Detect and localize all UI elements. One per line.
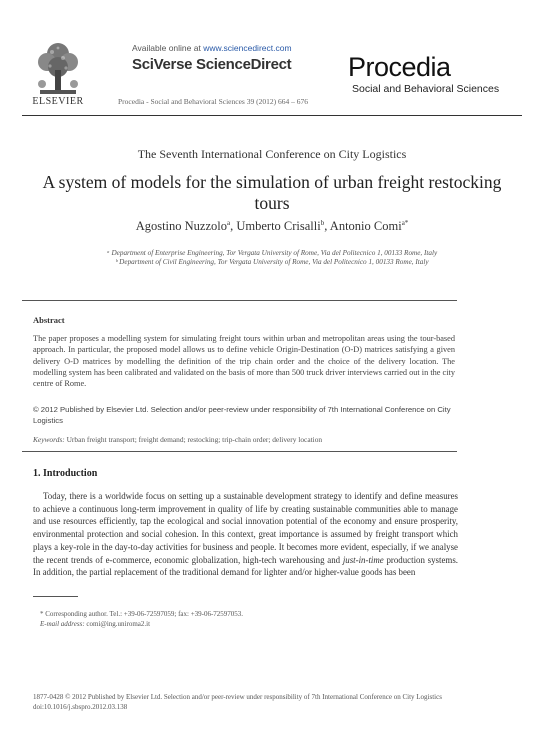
available-online-line	[132, 43, 292, 53]
keywords-list: Urban freight transport; freight demand; restocking; trip-chain order; delivery location	[64, 435, 323, 444]
sciencedirect-link[interactable]: www.sciencedirect.com	[203, 43, 292, 53]
abstract-top-divider	[22, 300, 457, 301]
author-name: Agostino Nuzzolo	[135, 219, 227, 234]
procedia-logo: Procedia	[348, 52, 451, 82]
paper-title: A system of models for the simulation of urban freight restocking tours	[42, 172, 502, 213]
abstract-text: The paper proposes a modelling system for simulating freight tours within urban and metropolitan areas using the tour-based approach. In particular, the proposed model allows us to define vehicle Origin-Destination (O-D) matrices satisfying a given delivery O-D matrices by modelling the definition of the trip chain order and the choice of the delivery location. The modelling system has been calibrated and validated on the basis of more than 500 truck driver interviews carried out in the city centre of Rome.	[33, 334, 455, 389]
sciverse-sciencedirect-logo: SciVerse ScienceDirect	[132, 56, 292, 73]
author-affiliation-mark: b	[320, 219, 325, 227]
journal-citation: Procedia - Social and Behavioral Sciences 39 (2012) 664 – 676	[118, 97, 308, 106]
doi-line[interactable]: doi:10.1016/j.sbspro.2012.03.138	[33, 703, 128, 711]
intro-text-part: Today, there is a worldwide focus on setting up a sustainable development strategy to identify and define measures to achieve a continuous long-term improvement in quality of life by creating sustainable communities able to manage and use resources efficiently, tap the ecological and social innovation potential of the economy and ensure prosperity, environmental protection and social cohesion. In this context, great importance is assumed by freight transport which plays a key-role in the day-to-day activities for business and people. It becomes more evident, especially, if we analyse the recent trends of e-commerce, economic globalization, high-tech warehousing and	[33, 491, 458, 565]
conference-name: The Seventh International Conference on City Logistics	[137, 147, 407, 161]
author-list: Agostino Nuzzolo$^a$, Umberto Crisalli$^b$, Antonio Comi$^{a*}$	[135, 219, 409, 234]
header-divider	[22, 115, 522, 116]
copyright-statement: © 2012 Published by Elsevier Ltd. Selection and/or peer-review under responsibility of 7th International Conference on City Logistics	[33, 405, 451, 425]
email-note	[40, 620, 150, 628]
author-name: Umberto Crisalli	[236, 219, 321, 234]
affiliation-b: ᵇ Department of Civil Engineering, Tor Vergata University of Rome, Via del Politecnico 1, 00133 Rome, Italy	[115, 258, 429, 266]
available-prefix: Available online at	[132, 43, 204, 53]
publisher-name: ELSEVIER	[32, 96, 84, 107]
email-label: E-mail address:	[40, 620, 85, 628]
elsevier-tree-logo	[30, 40, 86, 102]
author-affiliation-mark: a*	[401, 219, 409, 227]
keywords-label: Keywords:	[33, 435, 65, 444]
keywords-line	[33, 435, 463, 444]
footnote-divider	[33, 596, 78, 597]
author-affiliation-mark: a	[227, 219, 231, 227]
corresponding-author-note: * Corresponding author. Tel.: +39-06-72597059; fax: +39-06-72597053.	[40, 610, 244, 618]
procedia-subtitle: Social and Behavioral Sciences	[352, 83, 500, 95]
intro-emphasis: just-in-time	[342, 554, 384, 565]
intro-text-part: production systems. In addition, the partial replacement of the traditional demand for lighter and/or higher-value goods has been	[33, 554, 458, 578]
affiliation-a: ᵃ Department of Enterprise Engineering, Tor Vergata University of Rome, Via del Politecnico 1, 00133 Rome, Italy	[106, 249, 438, 257]
introduction-paragraph	[33, 490, 458, 579]
author-name: Antonio Comi	[329, 219, 402, 234]
abstract-bottom-divider	[22, 451, 457, 452]
email-address[interactable]: comi@ing.uniroma2.it	[84, 620, 151, 628]
abstract-heading: Abstract	[33, 315, 65, 325]
section-heading-introduction: 1. Introduction	[33, 468, 98, 479]
issn-copyright-line: 1877-0428 © 2012 Published by Elsevier Ltd. Selection and/or peer-review under responsibility of 7th International Conference on City Logistics	[33, 693, 442, 701]
